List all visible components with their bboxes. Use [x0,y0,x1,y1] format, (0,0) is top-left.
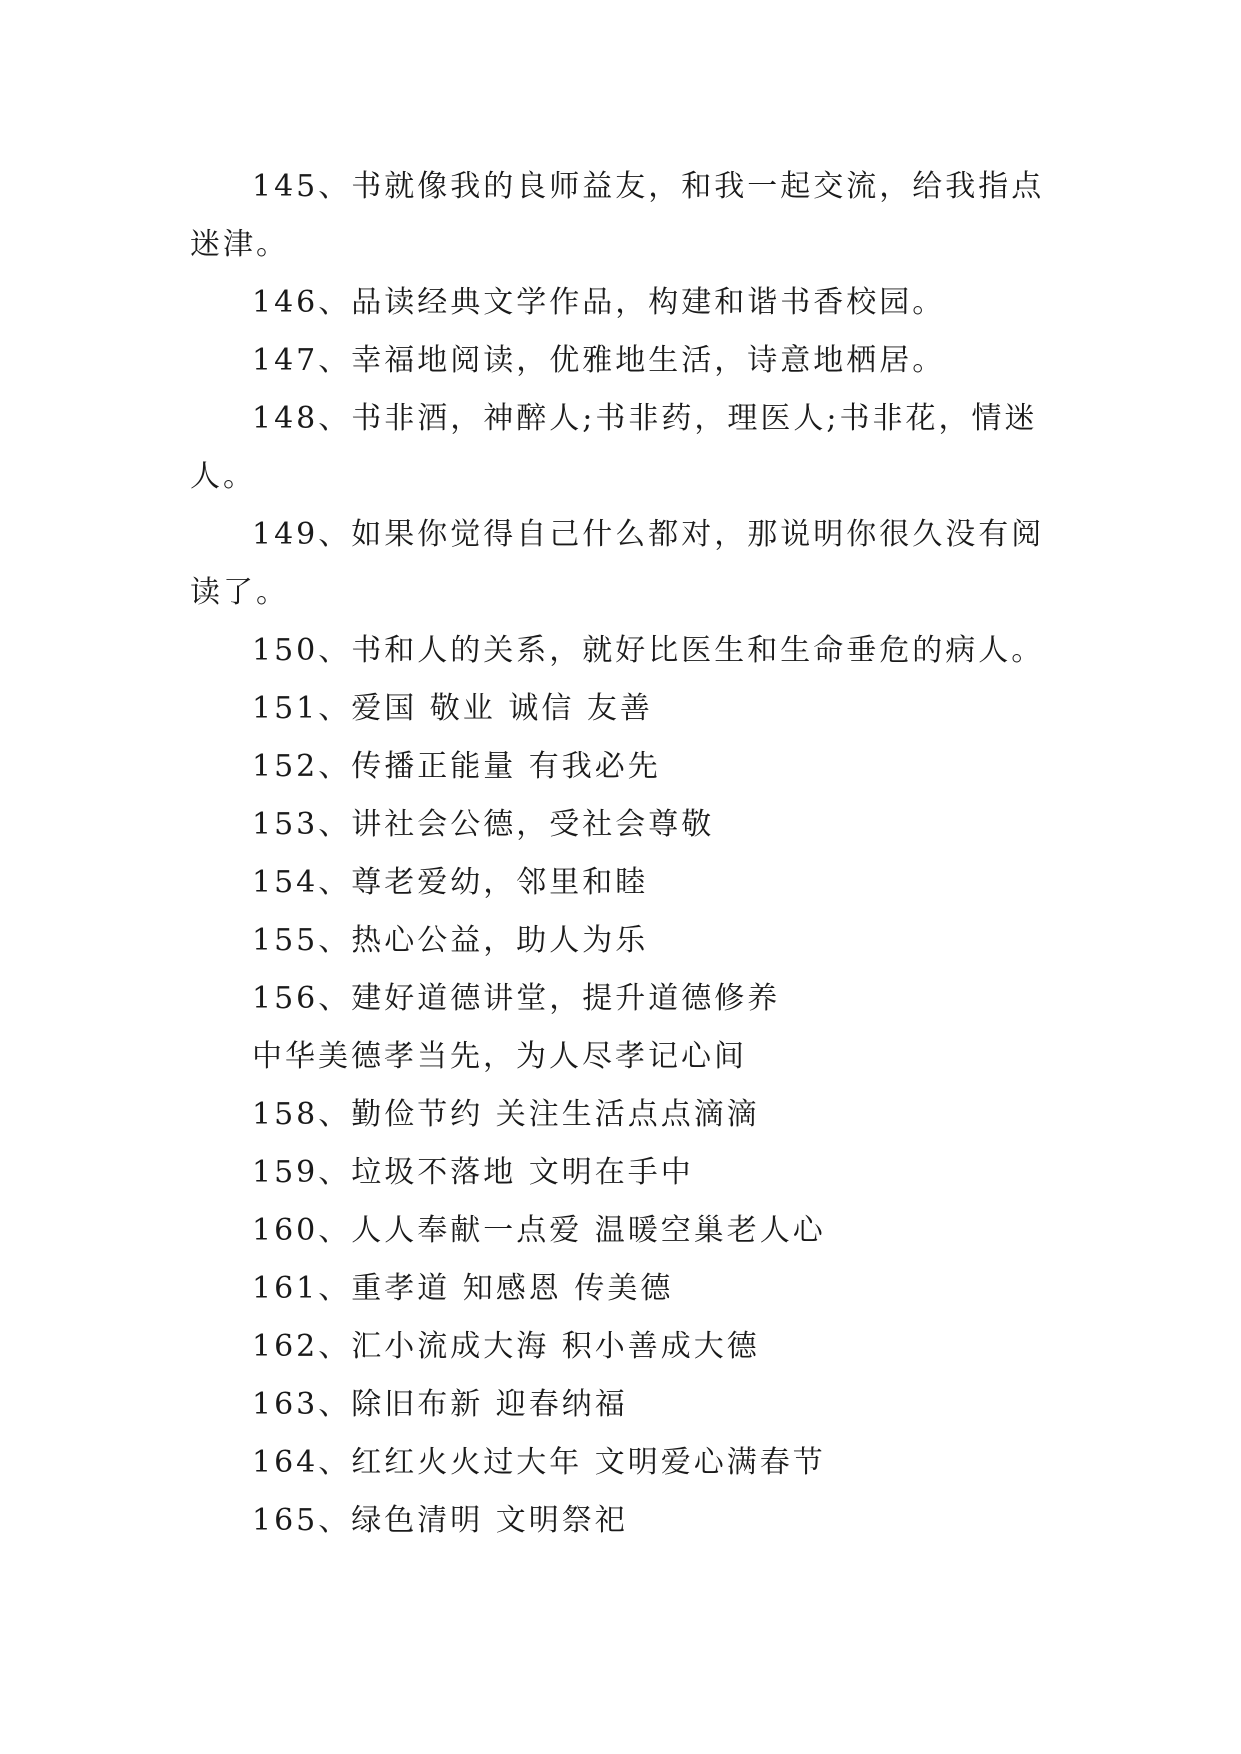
paragraph-159: 159、垃圾不落地 文明在手中 [252,1155,694,1190]
paragraph-149: 149、如果你觉得自己什么都对，那说明你很久没有阅读了。 [190,517,1045,610]
paragraph-157: 中华美德孝当先，为人尽孝记心间 [252,1039,747,1074]
paragraph-153: 153、讲社会公德，受社会尊敬 [252,807,715,842]
paragraph-150: 150、书和人的关系，就好比医生和生命垂危的病人。 [252,633,1045,668]
paragraph-162: 162、汇小流成大海 积小善成大德 [252,1329,760,1364]
paragraph-163: 163、除旧布新 迎春纳福 [252,1387,628,1422]
paragraph-145: 145、书就像我的良师益友，和我一起交流，给我指点迷津。 [190,169,1045,262]
paragraph-160: 160、人人奉献一点爱 温暖空巢老人心 [252,1213,826,1248]
paragraph-156: 156、建好道德讲堂，提升道德修养 [252,981,781,1016]
paragraph-161: 161、重孝道 知感恩 传美德 [252,1271,674,1306]
paragraph-155: 155、热心公益，助人为乐 [252,923,649,958]
paragraph-148: 148、书非酒，神醉人;书非药，理医人;书非花，情迷人。 [190,401,1038,494]
paragraph-158: 158、勤俭节约 关注生活点点滴滴 [252,1097,760,1132]
document-body [190,158,1050,1550]
paragraph-151: 151、爱国 敬业 诚信 友善 [252,691,653,726]
paragraph-164: 164、红红火火过大年 文明爱心满春节 [252,1445,826,1480]
paragraph-154: 154、尊老爱幼，邻里和睦 [252,865,649,900]
paragraph-147: 147、幸福地阅读，优雅地生活，诗意地栖居。 [252,343,946,378]
paragraph-146: 146、品读经典文学作品，构建和谐书香校园。 [252,285,946,320]
paragraph-152: 152、传播正能量 有我必先 [252,749,661,784]
paragraph-165: 165、绿色清明 文明祭祀 [252,1503,628,1538]
